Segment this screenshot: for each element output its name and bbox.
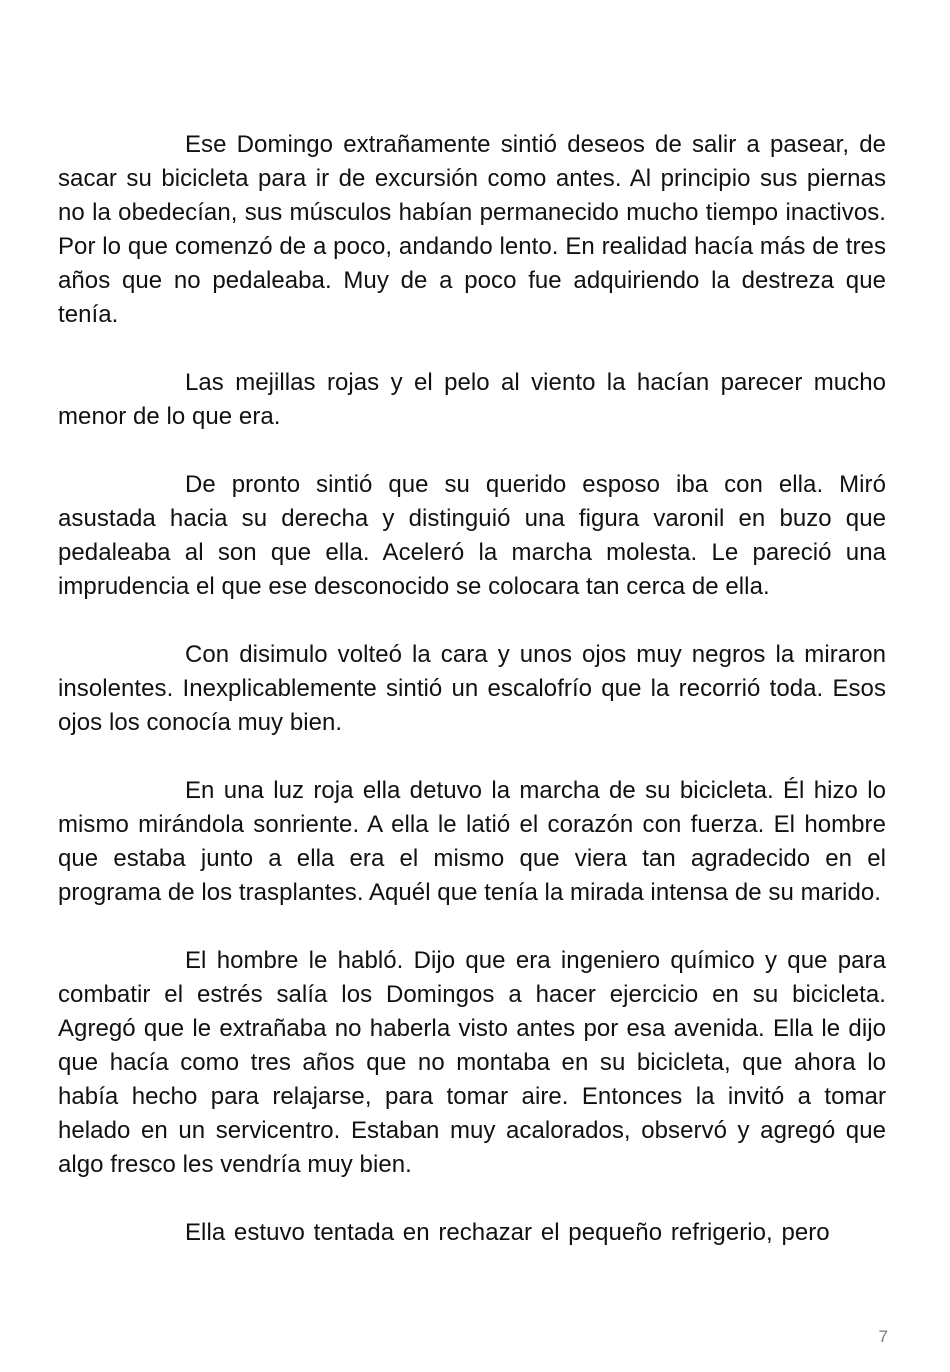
body-text — [58, 128, 886, 1250]
paragraph-1: Ese Domingo extrañamente sintió deseos de salir a pasear, de sacar su bicicleta para ir de excursión como antes. Al principio sus piernas no la obedecían, sus músculos habían permanecido mucho tiempo inactivos. Por lo que comenzó de a poco, andando lento. En realidad hacía más de tres años que no pedaleaba. Muy de a poco fue adquiriendo la destreza que tenía. — [58, 131, 886, 328]
paragraph-2: Las mejillas rojas y el pelo al viento la hacían parecer mucho menor de lo que era. — [58, 369, 886, 430]
paragraph-6: El hombre le habló. Dijo que era ingeniero químico y que para combatir el estrés salía los Domingos a hacer ejercicio en su bicicleta. Agregó que le extrañaba no haberla visto antes por esa avenida. Ella le dijo que hacía como tres años que no montaba en su bicicleta, que ahora lo había hecho para relajarse, para tomar aire. Entonces la invitó a tomar helado en un servicentro. Estaban muy acalorados, observó y agregó que algo fresco les vendría muy bien. — [58, 947, 886, 1178]
paragraph-5: En una luz roja ella detuvo la marcha de su bicicleta. Él hizo lo mismo mirándola sonriente. A ella le latió el corazón con fuerza. El hombre que estaba junto a ella era el mismo que viera tan agradecido en el programa de los trasplantes. Aquél que tenía la mirada intensa de su marido. — [58, 777, 886, 906]
paragraph-7: Ella estuvo tentada en rechazar el pequeño refrigerio, pero — [185, 1219, 830, 1246]
paragraph-3: De pronto sintió que su querido esposo iba con ella. Miró asustada hacia su derecha y distinguió una figura varonil en buzo que pedaleaba al son que ella. Aceleró la marcha molesta. Le pareció una imprudencia el que ese desconocido se colocara tan cerca de ella. — [58, 471, 886, 600]
paragraph-4: Con disimulo volteó la cara y unos ojos muy negros la miraron insolentes. Inexplicablemente sintió un escalofrío que la recorrió toda. Esos ojos los conocía muy bien. — [58, 641, 886, 736]
page-number: 7 — [878, 1327, 888, 1346]
